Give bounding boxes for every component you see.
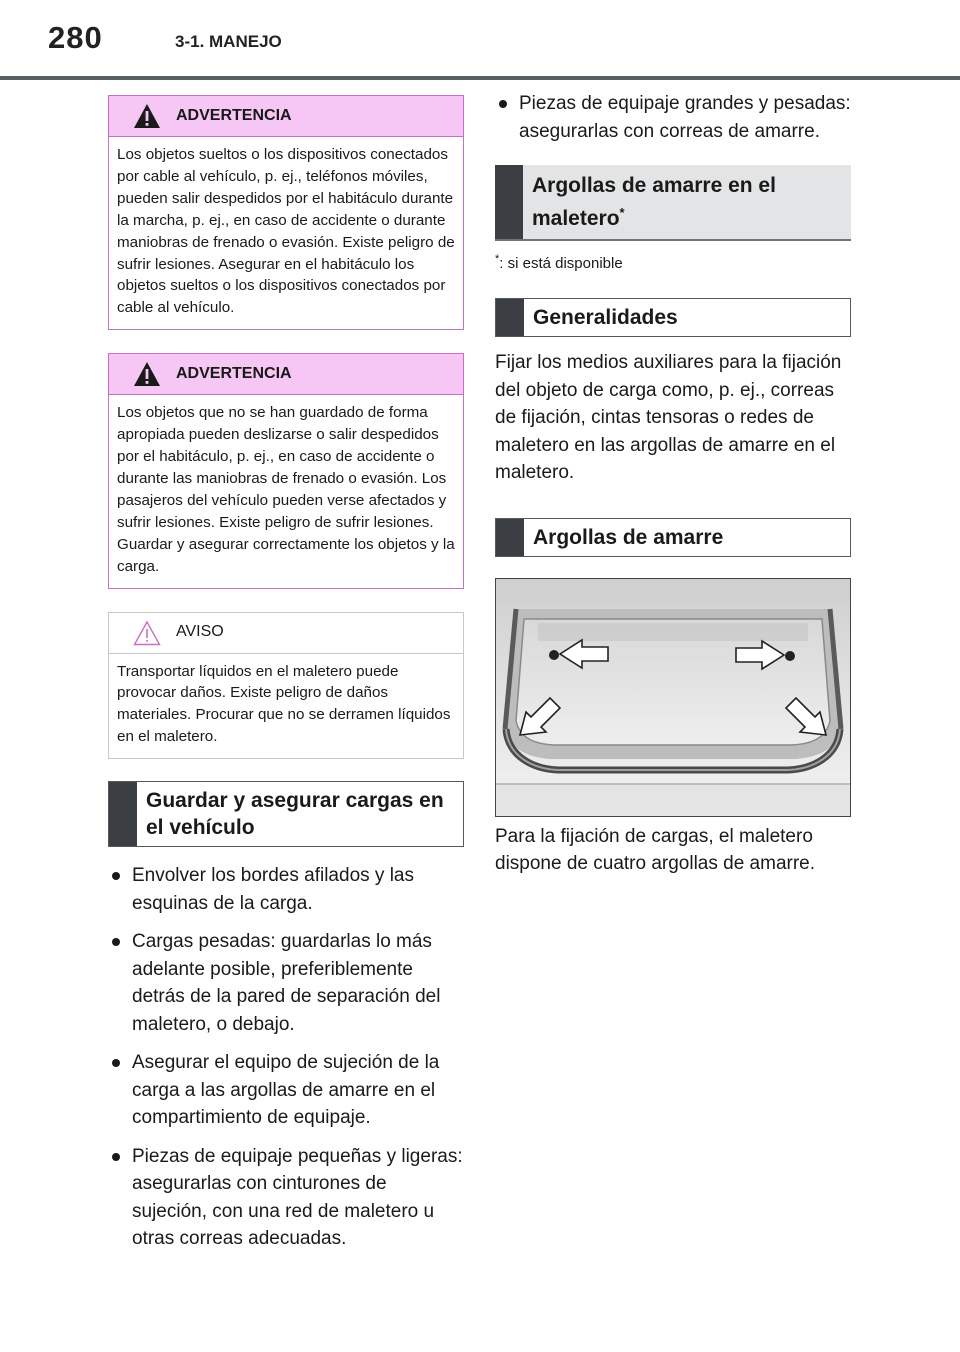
general-paragraph: Fijar los medios auxiliares para la fijación del objeto de carga como, p. ej., correas de fijación, cintas tensoras o redes de maletero en las argollas de amarre en el maletero. — [495, 352, 842, 483]
section-heading-tie-down — [495, 165, 851, 241]
heading-bar — [496, 519, 524, 556]
warning-title: ADVERTENCIA — [176, 365, 292, 383]
footnote-text: : si está disponible — [499, 255, 623, 272]
list-item — [108, 1049, 464, 1132]
bullet-icon — [112, 872, 120, 880]
section-label: 3-1. MANEJO — [175, 32, 282, 51]
list-item-text: Cargas pesadas: guardarlas lo más adelante posible, preferiblemente detrás de la pared de separación del maletero, o debajo. — [132, 931, 441, 1035]
left-column — [108, 95, 464, 1264]
heading-main-text: Argollas de amarre en el maletero — [532, 174, 776, 230]
warning-box-1 — [108, 95, 464, 330]
trunk-figure — [495, 578, 851, 817]
availability-asterisk: * — [619, 205, 625, 220]
bullet-icon — [112, 1059, 120, 1067]
cargo-bullet-list — [108, 862, 464, 1253]
notice-box — [108, 612, 464, 760]
bullet-icon — [112, 1153, 120, 1161]
list-item — [108, 1143, 464, 1253]
caution-triangle-icon — [133, 620, 161, 646]
bullet-icon — [112, 938, 120, 946]
warning-triangle-icon — [133, 361, 161, 387]
warning-text: Los objetos que no se han guardado de forma apropiada pueden deslizarse o salir despedidos por el habitáculo, p. ej., en caso de accidente o durante las maniobras de frenado o evasión. Los pasajeros del vehículo pueden verse afectados y sufrir lesiones. Existe peligro de sufrir lesiones. Guardar y asegurar correctamente los objetos y la carga. — [109, 395, 463, 587]
section-heading-rings — [495, 518, 851, 557]
rings-paragraph: Para la fijación de cargas, el maletero dispone de cuatro argollas de amarre. — [495, 825, 816, 874]
heading-text: Guardar y asegurar cargas en el vehículo — [146, 789, 444, 840]
warning-box-2 — [108, 353, 464, 588]
list-item-text: Envolver los bordes afilados y las esquinas de la carga. — [132, 865, 414, 914]
warning-text: Los objetos sueltos o los dispositivos conectados por cable al vehículo, p. ej., teléfonos móviles, pueden salir despedidos por el habitáculo durante la marcha, p. ej., en caso de accidente o durante maniobras de frenado o evasión. Existe peligro de sufrir lesiones. Asegurar en el habitáculo los objetos sueltos o los dispositivos conectados por cable al vehículo. — [109, 137, 463, 329]
list-item — [108, 862, 464, 917]
warning-title: ADVERTENCIA — [176, 107, 292, 124]
heading-text: Argollas de amarre — [533, 525, 724, 549]
heading-text — [523, 165, 851, 239]
warning-header — [109, 354, 463, 395]
notice-header — [109, 613, 463, 654]
footnote-mark: * — [495, 253, 500, 265]
luggage-bullet-list — [495, 90, 851, 145]
trunk-illustration — [496, 579, 850, 816]
right-column — [495, 90, 851, 878]
list-item-text: Piezas de equipaje pequeñas y ligeras: asegurarlas con cinturones de sujeción, con una red de maletero u otras correas adecuadas. — [132, 1145, 463, 1250]
list-item-text: Piezas de equipaje grandes y pesadas: asegurarlas con correas de amarre. — [519, 93, 851, 142]
list-item — [495, 90, 851, 145]
warning-header — [109, 96, 463, 137]
bullet-icon — [499, 100, 507, 108]
section-heading-general — [495, 298, 851, 337]
page-header — [0, 0, 960, 80]
notice-text: Transportar líquidos en el maletero puede provocar daños. Existe peligro de daños materiales. Procurar que no se derramen líquidos en el maletero. — [117, 662, 451, 746]
heading-bar — [109, 782, 137, 846]
list-item-text: Asegurar el equipo de sujeción de la carga a las argollas de amarre en el compartimiento de equipaje. — [132, 1052, 440, 1129]
section-heading-cargo — [108, 781, 464, 847]
notice-title: AVISO — [176, 622, 224, 640]
availability-footnote — [495, 253, 851, 272]
page-number: 280 — [48, 20, 103, 55]
list-item — [108, 928, 464, 1038]
warning-triangle-icon — [133, 103, 161, 129]
heading-bar — [495, 165, 523, 239]
header-rule — [0, 76, 960, 80]
heading-bar — [496, 299, 524, 336]
heading-text: Generalidades — [533, 306, 678, 329]
